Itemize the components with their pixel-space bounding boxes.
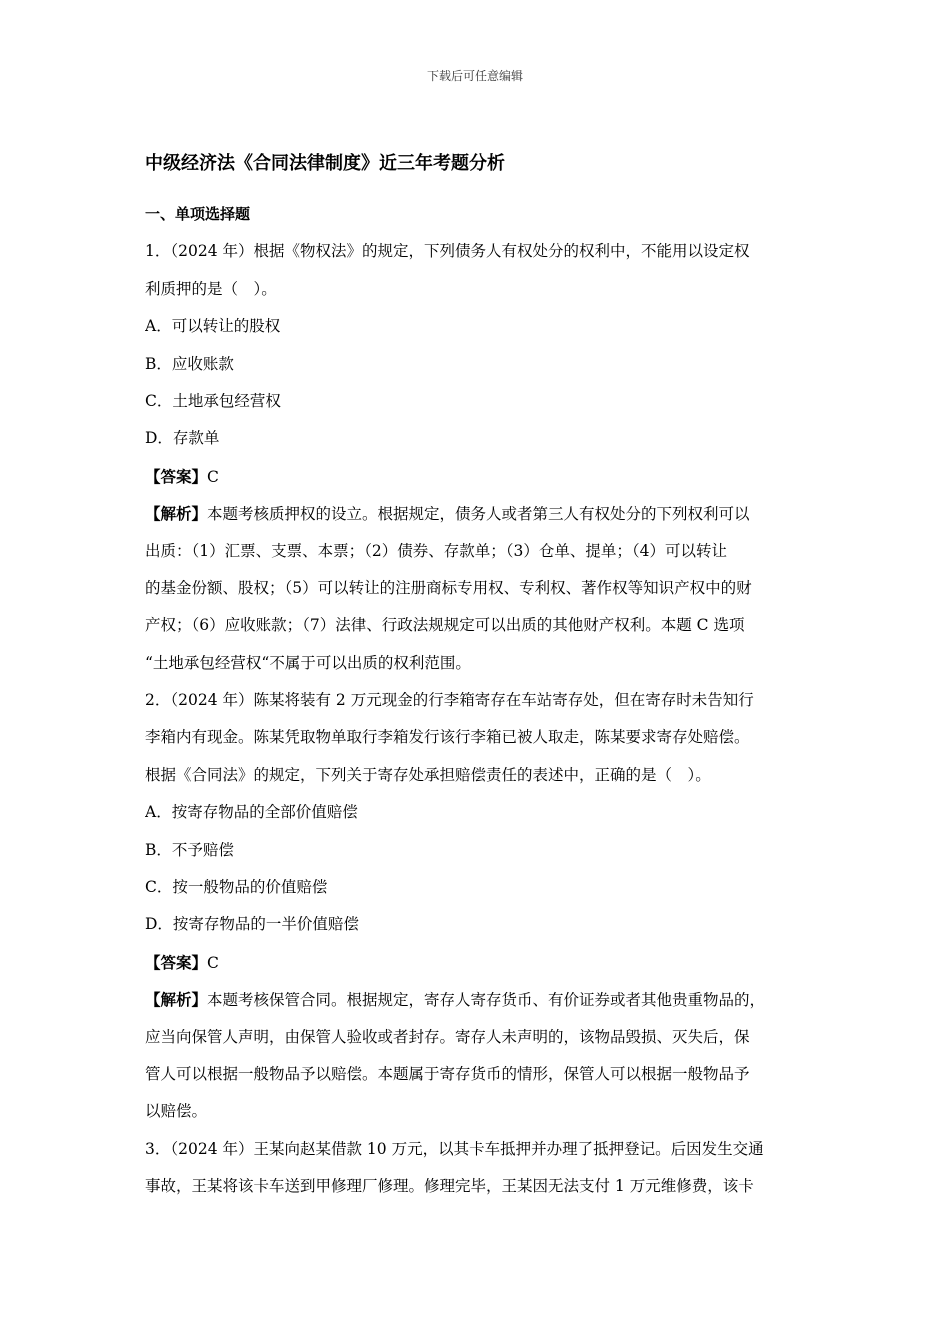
question-1-analysis-line-3: 的基金份额、股权；（5）可以转让的注册商标专用权、专利权、著作权等知识产权中的财 [145, 578, 752, 597]
document-body [145, 196, 810, 1206]
question-1-option-b: B．应收账款 [145, 354, 234, 373]
page-header: 下载后可任意编辑 [426, 69, 523, 83]
answer-value: C [207, 953, 219, 972]
question-2-stem-line-2: 李箱内有现金。陈某凭取物单取行李箱发行该行李箱已被人取走，陈某要求寄存处赔偿。 [145, 728, 750, 747]
question-1-analysis-line-1 [145, 495, 810, 532]
question-1-option-a: A．可以转让的股权 [145, 317, 281, 336]
analysis-label: 【解析】 [145, 990, 208, 1010]
question-2-option-b: B．不予赔偿 [145, 840, 234, 859]
answer-value: C [207, 467, 219, 486]
question-1-analysis-line-2: 出质：（1）汇票、支票、本票；（2）债券、存款单；（3）仓单、提单；（4）可以转让 [145, 541, 727, 560]
answer-label: 【答案】 [145, 952, 208, 972]
question-2-option-c: C．按一般物品的价值赔偿 [145, 878, 328, 897]
document-title: 中级经济法《合同法律制度》近三年考题分析 [145, 153, 505, 174]
section-heading: 一、单项选择题 [145, 205, 251, 223]
analysis-label: 【解析】 [145, 504, 208, 524]
question-2-option-d: D．按寄存物品的一半价值赔偿 [145, 915, 359, 934]
question-1-analysis-line-4: 产权；（6）应收账款；（7）法律、行政法规规定可以出质的其他财产权利。本题 C 选项 [145, 616, 745, 635]
question-2-option-a: A．按寄存物品的全部价值赔偿 [145, 803, 358, 822]
question-1-analysis-line-5: “土地承包经营权“不属于可以出质的权利范围。 [145, 653, 471, 672]
question-1-stem-line-2: 利质押的是（ ）。 [145, 279, 277, 298]
answer-label: 【答案】 [145, 466, 208, 486]
question-2-stem-line-1: 2．（2024 年）陈某将装有 2 万元现金的行李箱寄存在车站寄存处，但在寄存时未告知行 [145, 691, 754, 710]
question-1-stem-line-1: 1．（2024 年）根据《物权法》的规定，下列债务人有权处分的权利中，不能用以设定权 [145, 242, 750, 261]
analysis-text: 本题考核质押权的设立。根据规定，债务人或者第三人有权处分的下列权利可以 [207, 505, 750, 524]
question-2-analysis-line-3: 管人可以根据一般物品予以赔偿。本题属于寄存货币的情形，保管人可以根据一般物品予 [145, 1064, 750, 1083]
question-3-stem-line-1: 3．（2024 年）王某向赵某借款 10 万元，以其卡车抵押并办理了抵押登记。后因发生交通 [145, 1139, 764, 1158]
question-2-analysis-line-2: 应当向保管人声明，由保管人验收或者封存。寄存人未声明的，该物品毁损、灭失后，保 [145, 1027, 750, 1046]
analysis-text: 本题考核保管合同。根据规定，寄存人寄存货币、有价证券或者其他贵重物品的， [207, 991, 766, 1010]
question-2-analysis-line-4: 以赔偿。 [145, 1102, 208, 1121]
question-3-stem-line-2: 事故，王某将该卡车送到甲修理厂修理。修理完毕，王某因无法支付 1 万元维修费，该卡 [145, 1177, 754, 1196]
question-2-analysis-line-1 [145, 981, 810, 1018]
question-2-stem-line-3: 根据《合同法》的规定，下列关于寄存处承担赔偿责任的表述中，正确的是（ ）。 [145, 765, 711, 784]
question-2-answer [145, 944, 810, 981]
question-1-answer [145, 458, 810, 495]
question-1-option-d: D．存款单 [145, 429, 220, 448]
question-1-option-c: C．土地承包经营权 [145, 391, 281, 410]
